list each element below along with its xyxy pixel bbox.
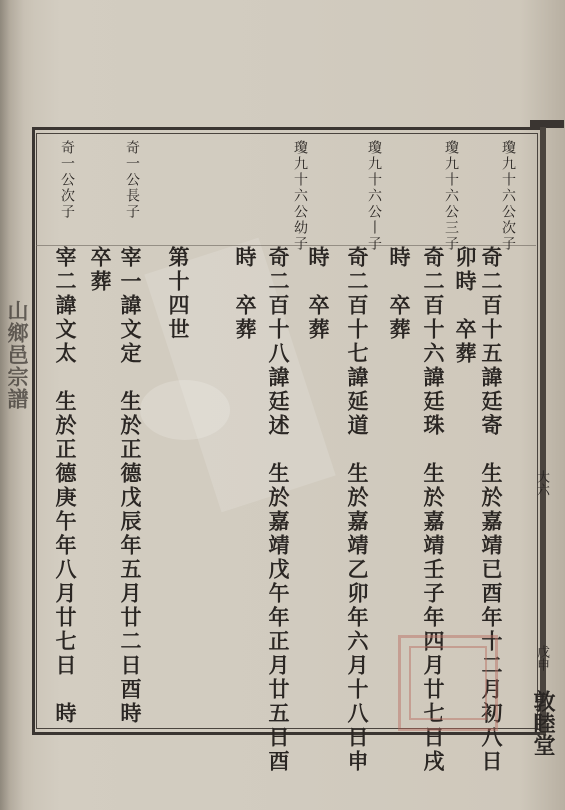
- entry-col: 卯時 卒葬: [453, 246, 478, 366]
- entry-col: 奇二百十六諱廷珠 生於嘉靖壬子年四月廿七日戌: [421, 246, 446, 774]
- parent-note-col: 瓊九十六公次子: [500, 140, 516, 252]
- frame-right-strip: [540, 127, 546, 735]
- entry-col: 時 卒葬: [306, 246, 331, 342]
- entry-col: 時 卒葬: [387, 246, 412, 342]
- leaf-number: 大六: [534, 470, 549, 496]
- entry-col: 第十四世: [166, 246, 191, 342]
- parent-note-col: 瓊九十六公三子: [443, 140, 459, 252]
- spine-title: 山鄉邑宗譜: [5, 300, 30, 410]
- red-seal-stamp: [398, 635, 498, 731]
- entry-col: 時 卒葬: [233, 246, 258, 342]
- entry-col: 奇二百十八諱廷述 生於嘉靖戊午年正月廿五日酉: [266, 246, 291, 774]
- margin-note: 戊申: [534, 645, 549, 671]
- book-spine: [0, 0, 34, 810]
- entry-col: 奇二百十七諱延道 生於嘉靖乙卯年六月十八日申: [345, 246, 370, 774]
- parent-note-col: 奇一公次子: [59, 140, 75, 220]
- parent-note-col: 瓊九十六公丨子: [366, 140, 382, 252]
- hall-name: 敦睦堂: [530, 690, 556, 756]
- parent-note-col: 奇一公長子: [124, 140, 140, 220]
- parent-note-col: 瓊九十六公幼子: [292, 140, 308, 252]
- entry-col: 卒葬: [88, 246, 113, 294]
- entry-col: 奇二百十五諱廷寄 生於嘉靖已酉年十二月初八日: [479, 246, 504, 774]
- entry-col: 宰二諱文太 生於正德庚午年八月廿七日 時: [53, 246, 78, 726]
- entry-col: 宰一諱文定 生於正德戊辰年五月廿二日酉時: [118, 246, 143, 726]
